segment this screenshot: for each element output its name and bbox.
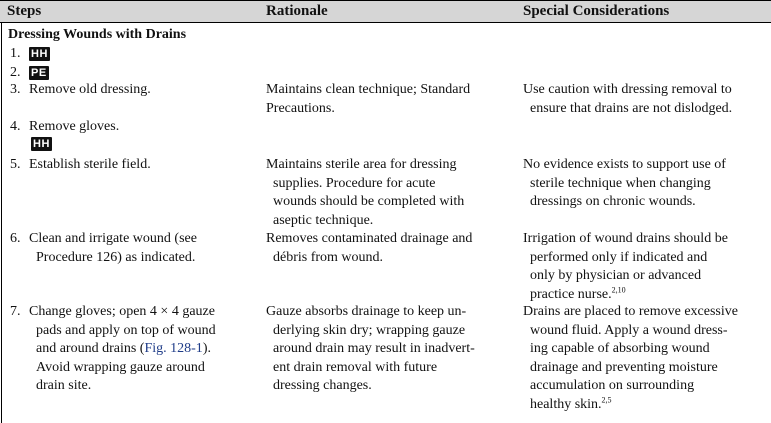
special-line: ensure that drains are not dislodged. [530, 100, 733, 116]
special-line: Irrigation of wound drains should be [523, 231, 728, 246]
hand-hygiene-icon: HH [31, 47, 48, 60]
rationale-line: Removes contaminated drainage and [266, 231, 473, 246]
step-3-rationale [266, 81, 470, 118]
step-line: Avoid wrapping gauze around [36, 359, 205, 375]
step-line: Procedure 126) as indicated. [36, 249, 196, 265]
rationale-line: ent drain removal with future [273, 359, 438, 375]
special-line: sterile technique when changing [530, 175, 711, 191]
header-rationale: Rationale [266, 3, 328, 19]
special-text: practice nurse. [530, 286, 612, 302]
step-line: drain site. [36, 378, 92, 394]
citation-superscript: 2,5 [601, 395, 612, 405]
step-5-special [523, 156, 726, 212]
header-steps: Steps [7, 3, 42, 19]
figure-link[interactable]: Fig. 128-1 [144, 341, 203, 357]
table-left-border [1, 0, 2, 423]
rationale-line: wounds should be completed with [273, 194, 465, 210]
step-2-number: 2. [10, 65, 21, 80]
step-3-text: Remove old dressing. [29, 82, 151, 97]
rationale-line: dressing changes. [273, 378, 372, 394]
rationale-line: derlying skin dry; wrapping gauze [273, 322, 466, 338]
step-5-text: Establish sterile field. [29, 157, 151, 172]
step-5-rationale [266, 156, 464, 230]
special-text: healthy skin. [530, 396, 602, 412]
hand-hygiene-icon: HH [33, 137, 50, 150]
section-title: Dressing Wounds with Drains [8, 27, 187, 42]
step-text: ). [202, 341, 211, 357]
step-7-special [523, 303, 738, 415]
rationale-line: Maintains clean technique; Standard [266, 82, 471, 97]
step-5-number: 5. [10, 157, 21, 172]
special-line: Drains are placed to remove excessive [523, 304, 738, 319]
step-2 [29, 64, 49, 83]
header-special-considerations: Special Considerations [523, 3, 670, 19]
special-line: performed only if indicated and [530, 249, 708, 265]
step-1-number: 1. [10, 46, 21, 61]
special-line [523, 396, 738, 415]
step-line: Clean and irrigate wound (see [29, 231, 197, 246]
step-line: pads and apply on top of wound [36, 322, 216, 338]
step-7-text [29, 303, 216, 396]
step-7-rationale [266, 303, 475, 396]
step-4-text: Remove gloves. [29, 119, 120, 134]
rationale-line: Precautions. [266, 100, 335, 116]
step-4-badge [31, 135, 52, 154]
step-7-number: 7. [10, 304, 21, 319]
step-text: and around drains ( [36, 341, 145, 357]
special-line: wound fluid. Apply a wound dress- [530, 322, 728, 338]
special-line: Use caution with dressing removal to [523, 82, 732, 97]
rationale-line: aseptic technique. [273, 212, 374, 228]
step-6-text [29, 230, 197, 267]
step-3-number: 3. [10, 82, 21, 97]
rationale-line: supplies. Procedure for acute [273, 175, 436, 191]
step-6-number: 6. [10, 231, 21, 246]
step-6-special [523, 230, 728, 304]
rationale-line: around drain may result in inadvert- [273, 341, 475, 357]
special-line: accumulation on surrounding [530, 378, 695, 394]
citation-superscript: 2,10 [611, 285, 626, 295]
rationale-line: débris from wound. [273, 249, 384, 265]
special-line [523, 286, 728, 305]
step-4-number: 4. [10, 119, 21, 134]
step-line [29, 340, 216, 359]
step-1 [29, 45, 50, 64]
special-line: No evidence exists to support use of [523, 157, 726, 172]
special-line: dressings on chronic wounds. [530, 194, 696, 210]
rationale-line: Gauze absorbs drainage to keep un- [266, 304, 467, 319]
step-3-special [523, 81, 732, 118]
step-6-rationale [266, 230, 472, 267]
rationale-line: Maintains sterile area for dressing [266, 157, 457, 172]
table-header [0, 0, 771, 23]
special-line: only by physician or advanced [530, 268, 702, 284]
step-line: Change gloves; open 4 × 4 gauze [29, 304, 215, 319]
special-line: ing capable of absorbing wound [530, 341, 710, 357]
special-line: drainage and preventing moisture [530, 359, 718, 375]
personal-protective-equipment-icon: PE [31, 66, 47, 79]
